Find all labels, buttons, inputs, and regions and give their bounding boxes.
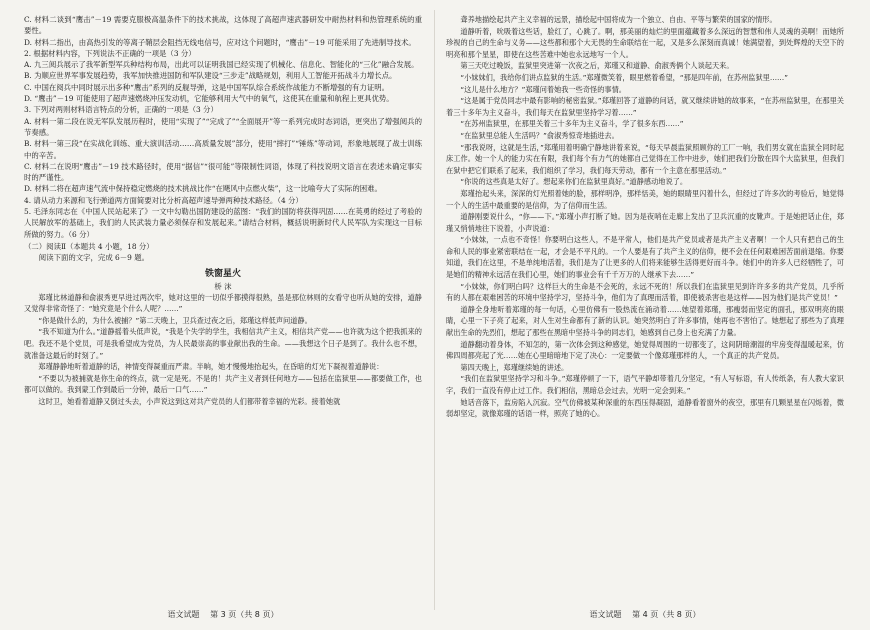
footer-subject: 语文试题: [589, 610, 622, 619]
page-4-footer: [446, 609, 844, 620]
question-paragraph: B. 为顺应世界军事发展趋势，我军加快推进国防和军队建设“三步走”战略规划，利用人工智能开拓战斗力增长点。: [24, 71, 397, 81]
question-paragraph: B. 材料一第三段“在实战化训练、重大演训活动……高质量发展”部分，使用“摔打”“锤炼”等动词，形象地展现了战士训练中的辛苦。: [24, 139, 422, 160]
story-text-left: [24, 292, 422, 408]
page-3-column: [24, 14, 422, 596]
footer-subject: 语文试题: [167, 610, 200, 619]
story-paragraph: “在苏州监狱里，在那里关着三十多年为主义奋斗，学了很多东西……”: [460, 119, 684, 129]
story-paragraph: 这时卫，她看着道静又倒过头去，小声说这到这对共产党员的人们都带着幸福的光彩。接着她就: [38, 396, 341, 406]
story-paragraph: “你说的这些真是太好了。想起来你们在监狱里真好。”道静感动地说了。: [460, 177, 688, 187]
question-paragraph: D. 材料二指出，由高热引发的等离子鞘层会阻挡无线电信号，应对这个问题时，“鹰击”－19 可能采用了先进制导技术。: [24, 37, 416, 47]
story-text-right: [446, 14, 844, 420]
story-paragraph: “我们在监狱里坚持学习和斗争。”郑瑾停顿了一下，语气平静却带着几分坚定，“有人写标语，有人传纸条，有人教大家识字，我们一直没有停止过工作。我们相信，黑暗总会过去，光明一定会到来。”: [446, 374, 844, 395]
question-paragraph: 阅读下面的文字，完成 6－9 题。: [38, 253, 149, 263]
story-paragraph: “小妹妹，你们明白吗？这样巨大的生命是不会死的，永远不死的！所以我们在监狱里见到许许多多的共产党员，几乎所有的人都在艰难困苦的环境中坚持学习，坚持斗争，他们为了真理而活着，即使被杀害也是这样——因为他们是共产党员！”: [446, 281, 844, 303]
page-divider: [434, 10, 435, 610]
story-title: 铁窗星火: [204, 268, 241, 279]
story-paragraph: “小妹妹，一点也不奇怪！你要明白这些人，不是平常人，他们是共产党员或者是共产主义者啊！一个人只有把自己的生命和人民的事业紧密联结在一起，才会是不平凡的。一个人要是有了共产主义的信仰，便不会在任何艰难困苦面前退缩。你要知道，我们在这里，不是单纯地活着，我们是为了让更多的人们将来能够生活得更好而斗争。她们中的许多人已经牺牲了，可是她们的精神永远活在我们心里，她们的事业会有千千万万的人继承下去……”: [446, 235, 844, 280]
story-paragraph: 郑瑾静静地听着道静的话，神情变得凝重而严肃。半晌，她才慢慢地抬起头，在昏暗的灯光下凝视着道静说：: [38, 362, 384, 372]
question-paragraph: 2. 根据材料内容，下列说法不正确的一项是（3 分）: [24, 48, 196, 58]
story-paragraph: 道静刚要说什么，“你——下。”郑瑾小声打断了她。因为是夜哨在走廊上发出了卫兵沉重的皮靴声。于是她把话止住，郑瑾又悄悄地往下说着，小声说道：: [446, 212, 844, 233]
story-paragraph: 第四天晚上，郑瑾继续她的讲述。: [460, 362, 569, 372]
story-paragraph: “不要以为被捕就是你生命的终点，就一定是死。不是的！共产主义者到任何地方——包括在监狱里——都要做工作，也都可以做的。我到蒙工作到最后一分钟，最后一口气……”: [24, 373, 422, 395]
page-4-column: [446, 14, 844, 596]
story-paragraph: “这是属于党员同志中最有影响的秘密监狱。”郑瑾回答了道静的问话，就又继续讲她的故事来，“在苏州监狱里，在那里关着三十多年为主义奋斗，我们每天在监狱里坚持学习着……”: [446, 96, 844, 117]
story-paragraph: “我不知道为什么。”道静摇着头低声说，“我是个失学的学生，我相信共产主义，相信共产党——也许就为这个把我抓来的吧。我还不是个党员，可是我希望成为党员，为人民最崇高的事业献出我的生命。——我想这个日子是到了。我什么也不想，就准备这最后的时刻了。”: [24, 327, 422, 360]
story-paragraph: 道静翻动着身体，不知怎的，第一次体会到这种感觉，她觉得周围的一切都变了，这间阴暗潮湿的牢房变得温暖起来，仿佛四周都亮起了光……她在心里暗暗地下定了决心：一定要做一个像郑瑾那样的人，一个真正的共产党员。: [446, 339, 844, 361]
question-paragraph: C. 中国在阅兵中同时展示出多种“鹰击”系列的反舰导弹，这是中国军队综合系统作战能力不断增强的有力证明。: [24, 82, 390, 92]
page-3-footer: [24, 609, 422, 620]
question-paragraph: 4. 请从动力来源和飞行弹道两方面简要对比分析高超声速导弹两种技术路径。（4 分）: [24, 195, 303, 205]
story-paragraph: “你是做什么的，为什么被捕？”第二天晚上，卫兵查过夜之后，郑瑾这样低声问道静。: [38, 315, 312, 325]
story-paragraph: “那我说呀，这就是生活，”郑瑾用着明确宁静地讲着来说，“每天早晨监狱照顾你的工厂一响，我们男女就在监狱全同时起床工作。她一个人的能力实在有限，我们每个有力气的她都自己觉得在工作中进步，她们把我们分散在四个大监狱里，但我们在狱中把它们联系了起来，我们组织了学习，我们每天劳动，都有一个主意在那里活动。”: [446, 142, 844, 175]
question-paragraph: 3. 下列对两则材料语言特点的分析，正确的一项是（3 分）: [24, 105, 218, 115]
question-paragraph: A. 材料一第二段在说无军队发展历程时，使用“实现了”“完成了”“全面展开”等一系列完成时态词语，更突出了增强阅兵的节奏感。: [24, 116, 422, 137]
story-paragraph: “这儿是什么地方？”郑瑾问着她我一些奇怪的事情。: [460, 84, 626, 94]
story-paragraph: 她话音落下，监房陷入沉寂。空气仿佛被某种深重的东西压得凝固，道静看着窗外的夜空，那里有几颗星星在闪烁着，微弱却坚定，就像郑瑾的话语一样，照亮了她的心。: [446, 397, 844, 419]
story-author: 桥 沫: [214, 281, 232, 291]
question-paragraph: （二）阅读Ⅱ（本题共 4 小题，18 分）: [24, 241, 154, 251]
story-paragraph: 道静全身地听着郑瑾的每一句话，心里仿佛有一股热流在涌动着……她望着郑瑾，那瘦弱而坚定的面孔，那双明亮的眼睛，心里一下子亮了起来，对人生对生命都有了新的认识。她突然明白了许多事情，她再也不害怕了。她想起了那些为了真理献出生命的先烈们，想起了那些在黑暗中坚持斗争的同志们，她感到自己身上也充满了力量。: [446, 304, 844, 338]
story-paragraph: “在监狱里总能人生活吗？”俞淑秀惊奇地插进去。: [460, 130, 619, 140]
story-paragraph: 聋养地描绘起共产主义幸福的远景，描绘起中国将成为一个独立、自由、平等与繁荣的国家的情形。: [460, 15, 777, 24]
story-paragraph: 郑瑾比林道静和俞淑秀更早进过两次牢，她对这里的一切似乎都摸得很熟，虽是那位林则的女看守也听从她的安排，道静又觉得非常奇怪了：“她究竟是个什么人呢？……”: [24, 292, 422, 314]
story-paragraph: 道静听着，吮吸着这些话，脸红了，心跳了。啊，那美丽的灿烂的里面蕴藏着多么深远的智慧和伟人灵魂的美啊！而她所珍视的自己的生命与义务——这些都和那个大无畏的生命联结在一起，又是多么深刻而真诚！她满望着，到处辉煌的天空下的明亮和那个星星，即使在这些苦难中她也永远地写一个人。: [446, 26, 844, 59]
question-paragraph: D. “鹰击”－19 可能使用了超声速燃烧冲压发动机，它能够利用大气中的氧气，这使其在重量和航程上更具优势。: [24, 94, 394, 104]
story-paragraph: 第三天吃过晚饭，监狱里突进第一次夜之后，郑瑾又和道静、俞淑秀俩个人谈起天来。: [460, 61, 734, 71]
question-paragraph: C. 材料二在说明“鹰击”－19 技术路径时，使用“据信”“很可能”等限制性词语，体现了科技说明文语言在表述未确定事实时的严谨性。: [24, 161, 422, 183]
question-paragraph: 5. 毛泽东同志在《中国人民站起来了》一文中勾勒出国防建设的蓝图：“我们的国防将获得巩固……在英勇的经过了考验的人民解放军的基础上，我们的人民武装力量必须保存和发展起来。”请结合材料，概括说明新时代人民军队为实现这一目标所做的努力。（6 分）: [24, 207, 422, 239]
story-paragraph: 郑瑾抬起头来，深深的灯光照着她的脸，那样明净，那样恬美，她的眼睛里闪着什么，但经过了许多次的考验后，她觉得一个人的生活中最重要的是信仰，为了信仰而生活。: [446, 188, 844, 210]
story-paragraph: “小妹妹们，我给你们讲点监狱的生活。”郑瑾微笑着，眼里燃着希望，“那是四年前，在苏州监狱里……”: [460, 72, 788, 82]
footer-page-number: 第 3 页（共 8 页）: [210, 610, 279, 619]
question-paragraph: C. 材料二谈到“鹰击”－19 需要克服极高温条件下的技术挑战，这体现了高超声速武器研发中耐热材料和热管理系统的重要性。: [24, 15, 422, 36]
question-paragraph: D. 材料二将在超声速气流中保持稳定燃烧的技术挑战比作“在飓风中点燃火柴”，这一比喻夸大了实际的困难。: [24, 184, 382, 194]
question-list: [24, 14, 422, 264]
footer-page-number: 第 4 页（共 8 页）: [632, 610, 701, 619]
question-paragraph: A. 九三阅兵展示了我军新型军兵种结构布局，出此可以证明我国已经实现了机械化、信息化、智能化的“三化”融合发展。: [24, 60, 419, 70]
